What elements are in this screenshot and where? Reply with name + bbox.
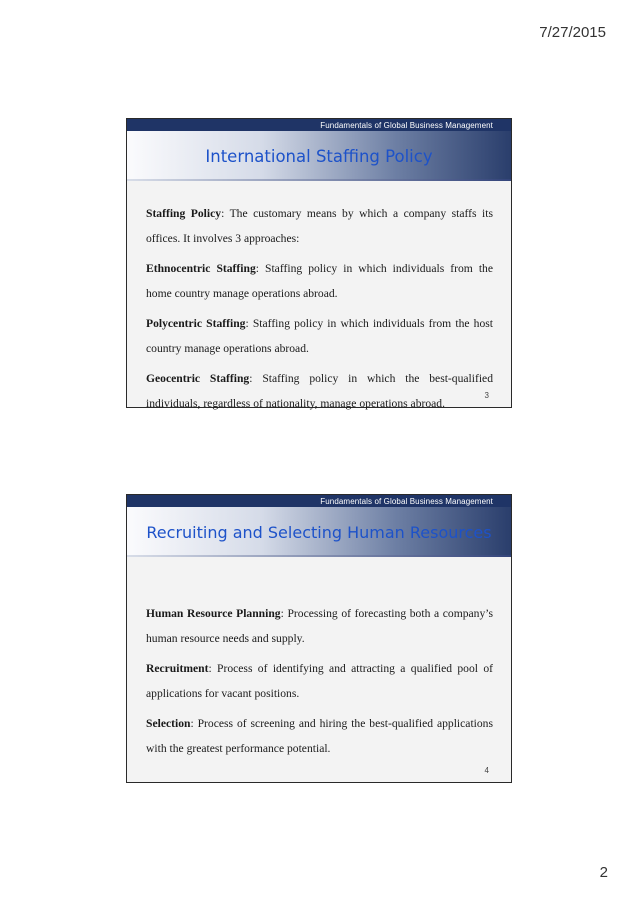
slide-body xyxy=(127,557,511,761)
definition-paragraph xyxy=(146,656,493,706)
slide-header xyxy=(127,131,511,181)
slide-title: International Staffing Policy xyxy=(205,146,433,166)
course-title: Fundamentals of Global Business Management xyxy=(320,120,493,130)
slide-thumbnail xyxy=(126,494,512,783)
page-date: 7/27/2015 xyxy=(539,24,606,41)
definition-paragraph xyxy=(146,601,493,651)
slide-title: Recruiting and Selecting Human Resources xyxy=(146,522,492,542)
definition-text: : Process of identifying and attracting a qualified pool of applications for vacant positions. xyxy=(146,662,493,700)
definition-term: Staffing Policy xyxy=(146,207,222,220)
slide-banner xyxy=(127,119,511,131)
definition-term: Selection xyxy=(146,717,191,730)
definition-paragraph xyxy=(146,311,493,361)
definition-term: Geocentric Staffing xyxy=(146,372,250,385)
definition-paragraph xyxy=(146,366,493,416)
definition-term: Human Resource Planning xyxy=(146,607,281,620)
slide-banner xyxy=(127,495,511,507)
definition-text: : Staffing policy in which individuals from the host country manage operations abroad. xyxy=(146,317,493,355)
page-number: 2 xyxy=(599,864,608,881)
slide-body xyxy=(127,181,511,416)
definition-text: : Processing of forecasting both a company’s human resource needs and supply. xyxy=(146,607,494,645)
definition-text: : Staffing policy in which the best-qualified individuals, regardless of nationality, manage operations abroad. xyxy=(146,372,493,410)
slide-number: 3 xyxy=(484,391,489,400)
slide-thumbnail xyxy=(126,118,512,408)
definition-paragraph xyxy=(146,201,493,251)
slide-number: 4 xyxy=(484,766,489,775)
definition-paragraph xyxy=(146,711,493,761)
definition-text: : The customary means by which a company staffs its offices. It involves 3 approaches: xyxy=(146,207,493,245)
definition-term: Polycentric Staffing xyxy=(146,317,246,330)
definition-term: Ethnocentric Staffing xyxy=(146,262,256,275)
definition-text: : Staffing policy in which individuals from the home country manage operations abroad. xyxy=(146,262,493,300)
course-title: Fundamentals of Global Business Management xyxy=(320,496,493,506)
definition-paragraph xyxy=(146,256,493,306)
slide-header xyxy=(127,507,511,557)
definition-term: Recruitment xyxy=(146,662,209,675)
definition-text: : Process of screening and hiring the best-qualified applications with the greatest performance potential. xyxy=(146,717,493,755)
